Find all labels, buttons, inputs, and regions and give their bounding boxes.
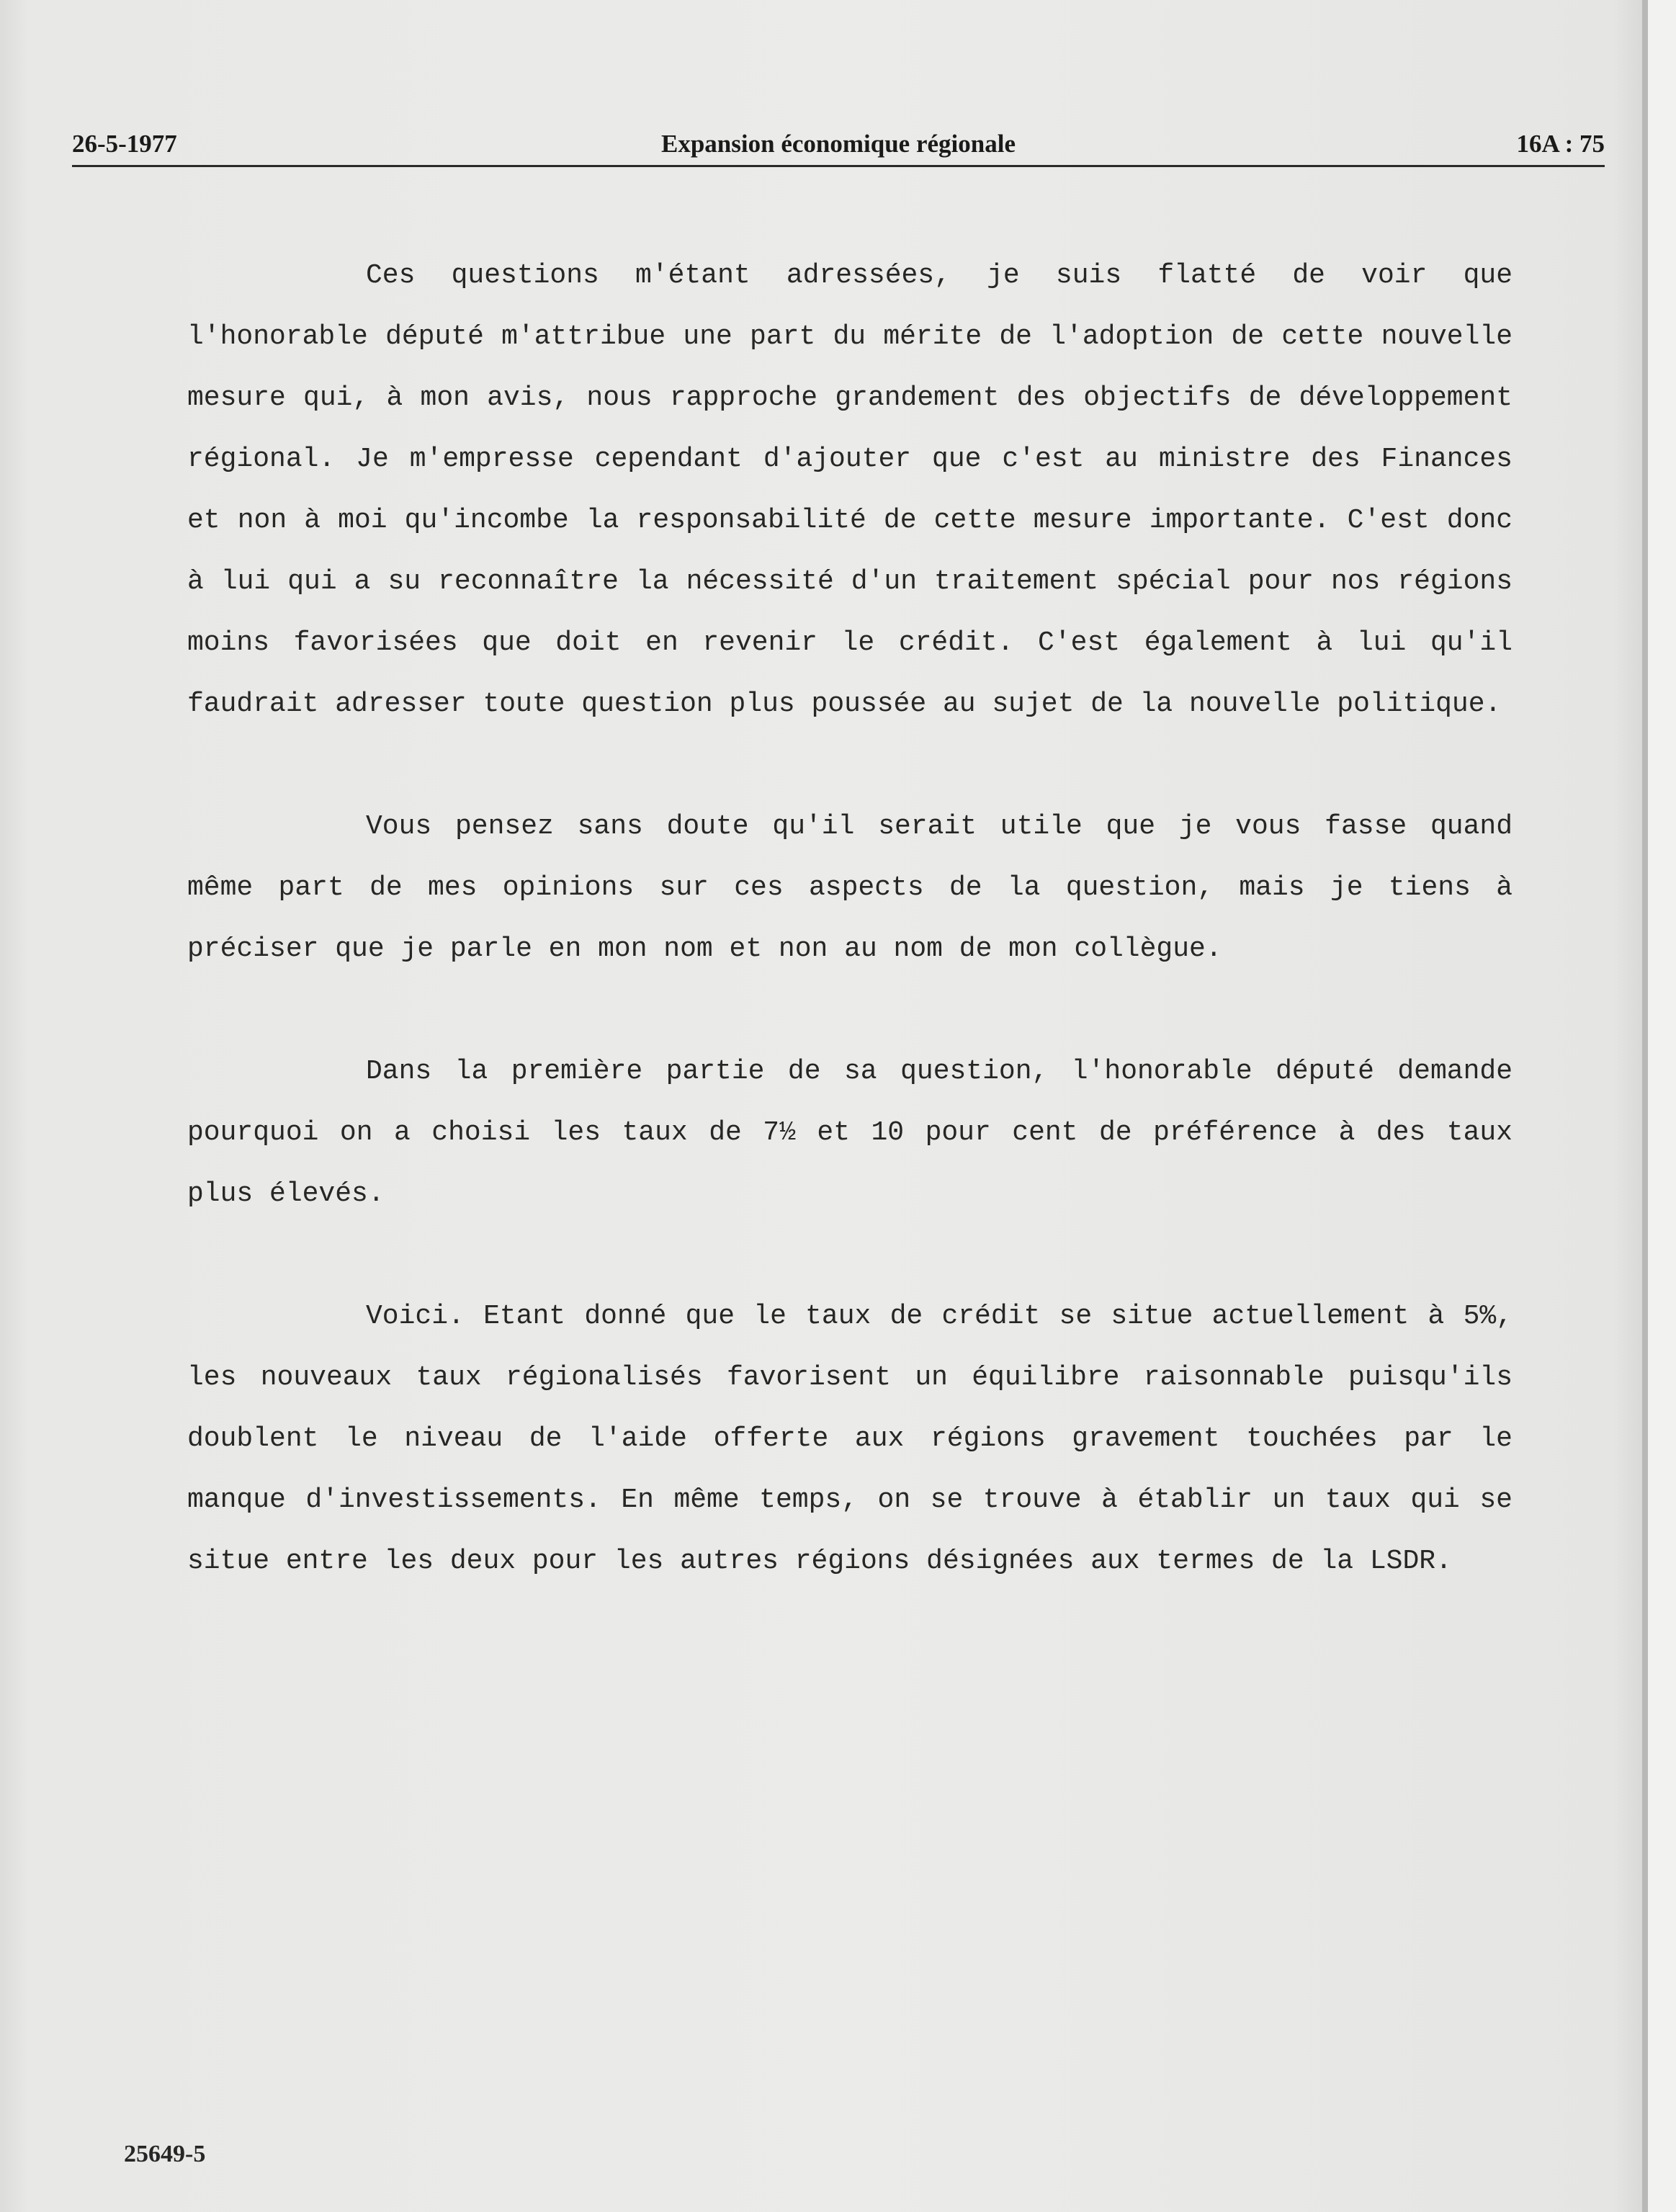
header-title: Expansion économique régionale <box>661 130 1016 158</box>
page-edge-margin <box>1648 0 1676 2212</box>
paragraph-4: Voici. Etant donné que le taux de crédit se situe actuellement à 5%, les nouveaux taux régionalisés favorisent un équilibre raisonnable puisqu'ils doublent le niveau de l'aide offerte aux régions gravement touchées par le manque d'investissements. En même temps, on se trouve à établir un taux qui se situe entre les deux pour les autres régions désignées aux termes de la LSDR. <box>187 1301 1513 1577</box>
page-edge-shadow <box>1642 0 1648 2212</box>
body-text <box>187 245 1513 1653</box>
running-header <box>72 127 1605 164</box>
paragraph-1: Ces questions m'étant adressées, je suis flatté de voir que l'honorable député m'attribue une part du mérite de l'adoption de cette nouvelle mesure qui, à mon avis, nous rapproche grandement des objectifs de développement régional. Je m'empresse cependant d'ajouter que c'est au ministre des Finances et non à moi qu'incombe la responsabilité de cette mesure importante. C'est donc à lui qui a su reconnaître la nécessité d'un traitement spécial pour nos régions moins favorisées que doit en revenir le crédit. C'est également à lui qu'il faudrait adresser toute question plus poussée au sujet de la nouvelle politique. <box>187 260 1513 720</box>
header-page-number: 16A : 75 <box>1516 130 1605 158</box>
header-rule <box>72 165 1605 167</box>
footer-code: 25649-5 <box>124 2141 206 2167</box>
paragraph-2: Vous pensez sans doute qu'il serait utile que je vous fasse quand même part de mes opinions sur ces aspects de la question, mais je tiens à préciser que je parle en mon nom et non au nom de mon collègue. <box>187 811 1513 964</box>
paragraph-3: Dans la première partie de sa question, l'honorable député demande pourquoi on a choisi les taux de 7½ et 10 pour cent de préférence à des taux plus élevés. <box>187 1056 1513 1209</box>
header-date: 26-5-1977 <box>72 130 177 158</box>
